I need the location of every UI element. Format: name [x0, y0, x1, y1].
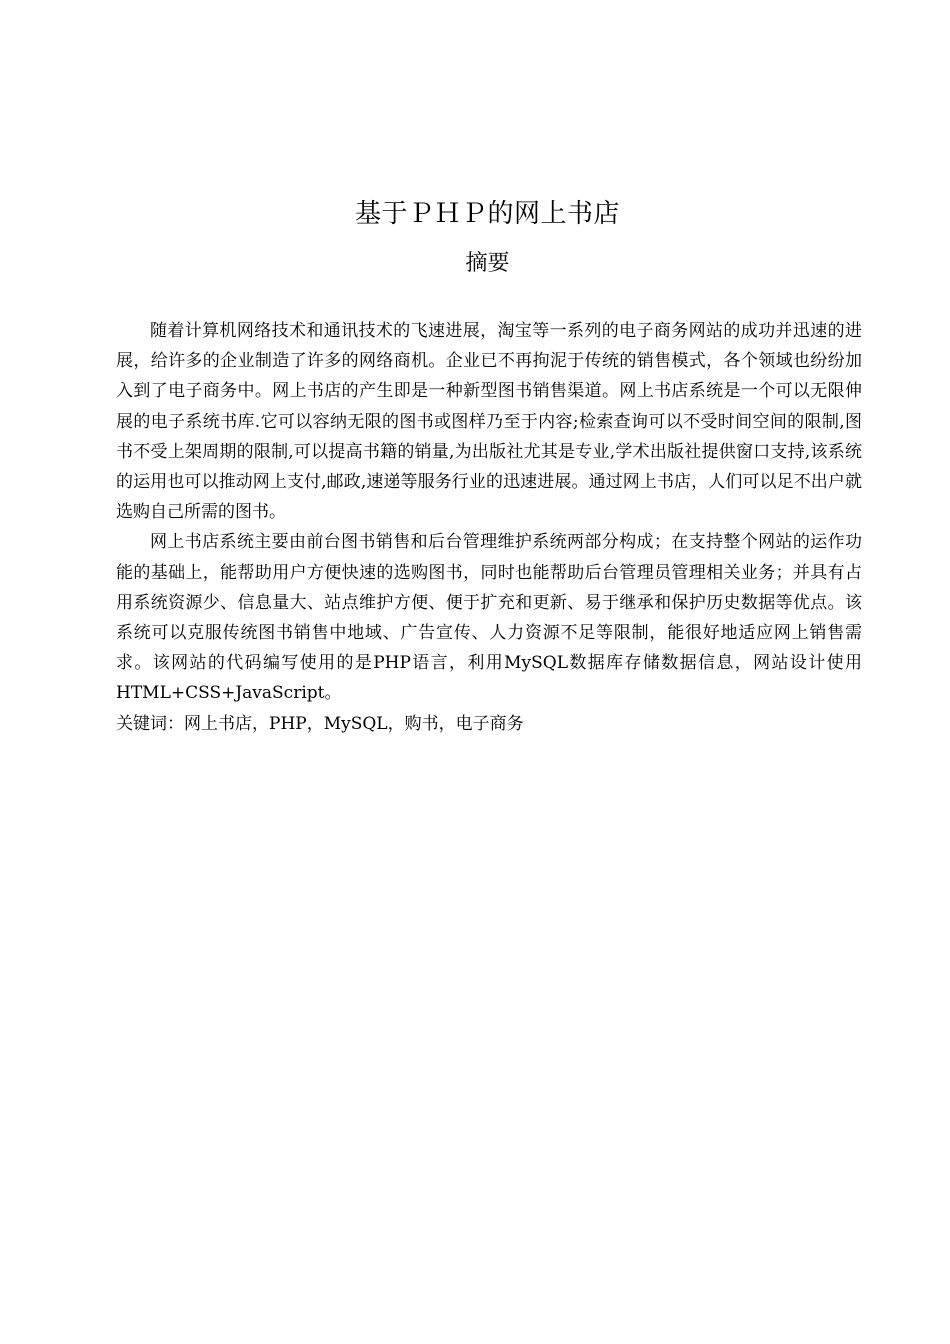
keywords-label: 关键词： [116, 713, 184, 734]
keywords-line [116, 709, 862, 739]
abstract-paragraph-1: 随着计算机网络技术和通讯技术的飞速进展，淘宝等一系列的电子商务网站的成功并迅速的进展，给许多的企业制造了许多的网络商机。企业已不再拘泥于传统的销售模式，各个领域也纷纷加入到了电子商务中。网上书店的产生即是一种新型图书销售渠道。网上书店系统是一个可以无限伸展的电子系统书库.它可以容纳无限的图书或图样乃至于内容;检索查询可以不受时间空间的限制,图书不受上架周期的限制,可以提高书籍的销量,为出版社尤其是专业,学术出版社提供窗口支持,该系统的运用也可以推动网上支付,邮政,速递等服务行业的迅速进展。通过网上书店，人们可以足不出户就选购自己所需的图书。 [116, 321, 862, 523]
abstract-body [116, 316, 862, 739]
abstract-paragraph-2: 网上书店系统主要由前台图书销售和后台管理维护系统两部分构成；在支持整个网站的运作功能的基础上，能帮助用户方便快速的选购图书，同时也能帮助后台管理员管理相关业务；并具有占用系统资源少、信息量大、站点维护方便、便于扩充和更新、易于继承和保护历史数据等优点。该系统可以克服传统图书销售中地域、广告宣传、人力资源不足等限制，能很好地适应网上销售需求。该网站的代码编写使用的是PHP语言，利用MySQL数据库存储数据信息，网站设计使用HTML+CSS+JavaScript。 [116, 532, 862, 704]
abstract-heading: 摘要 [465, 251, 510, 276]
keywords-value: 网上书店，PHP，MySQL，购书，电子商务 [184, 713, 524, 734]
document-title: 基于ＰＨＰ的网上书店 [354, 199, 620, 229]
